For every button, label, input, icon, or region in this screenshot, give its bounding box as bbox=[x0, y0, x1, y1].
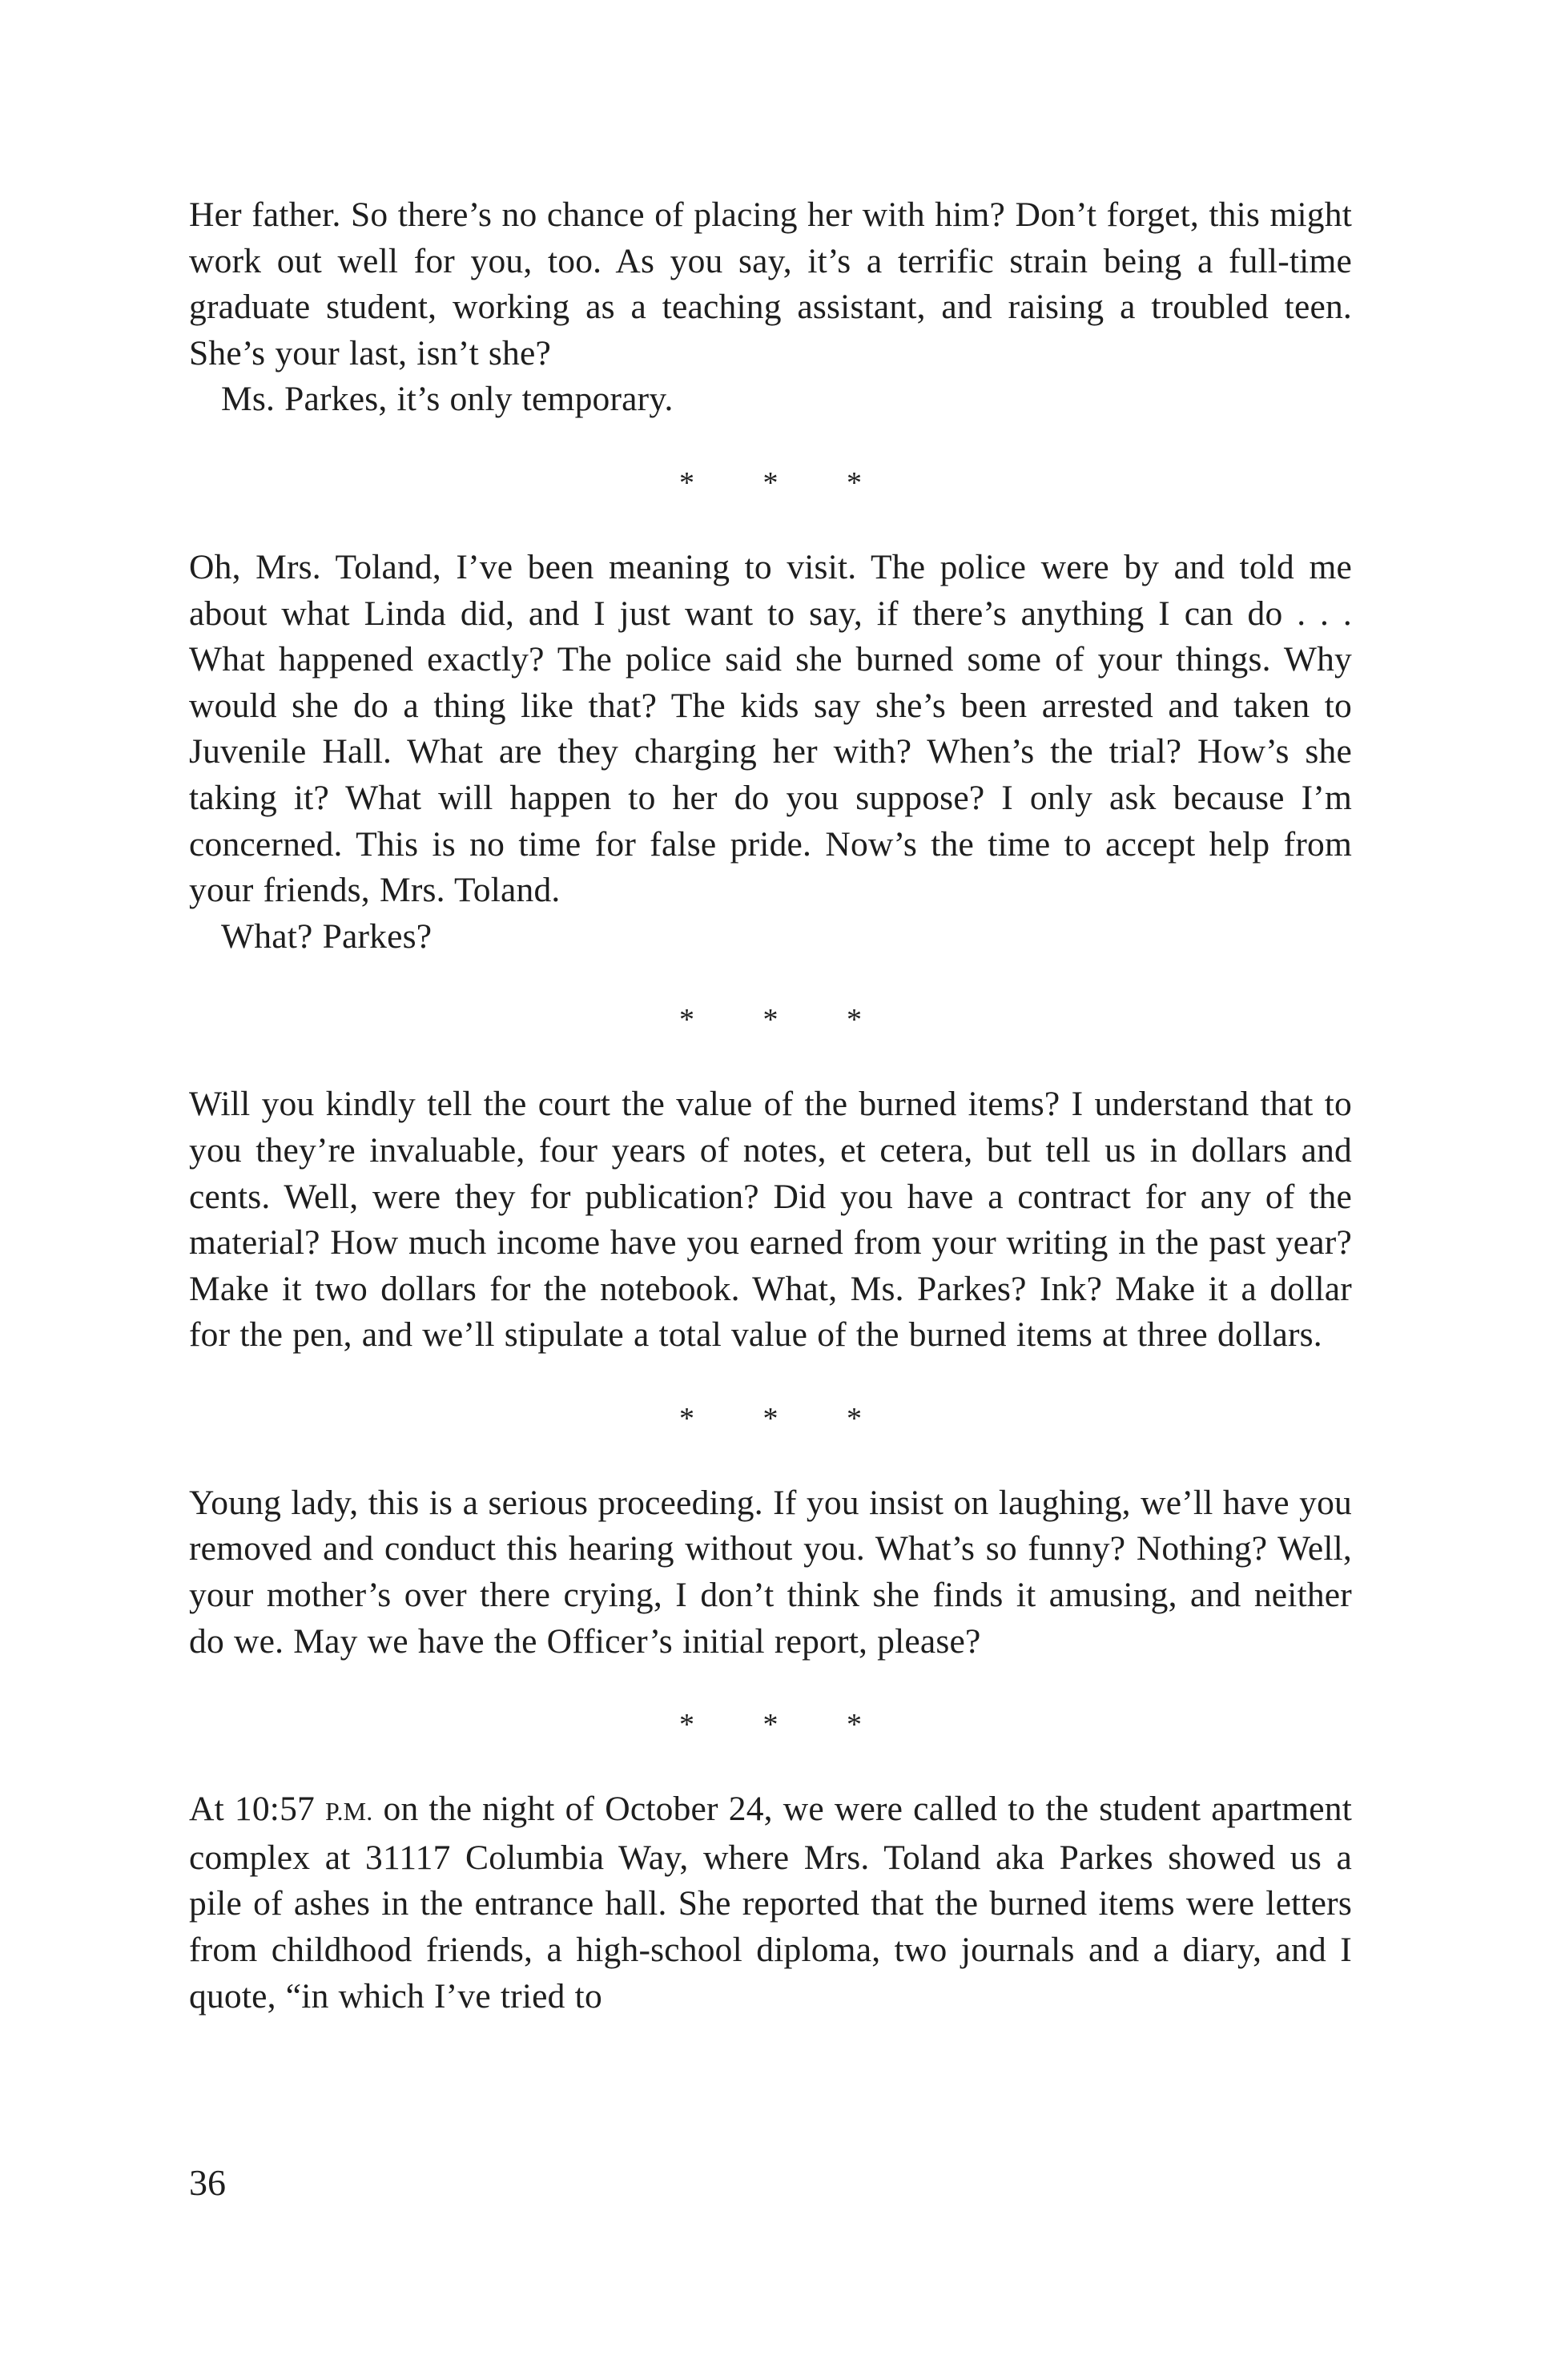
paragraph-judge: Young lady, this is a serious proceeding. If you insist on laughing, we’ll have you removed and conduct this hearing without you. What’s so funny? Nothing? Well, your mother’s over there crying, I don’t think she finds it amusing, and neither do we. May we have the Officer’s initial report, please? bbox=[189, 1483, 1352, 1661]
page-number: 36 bbox=[189, 2162, 226, 2203]
paragraph-reply-what-parkes: What? Parkes? bbox=[221, 916, 433, 956]
time-suffix: P.M. bbox=[325, 1797, 373, 1826]
paragraph-neighbor: Oh, Mrs. Toland, I’ve been meaning to visit. The police were by and told me about what Linda did, and I just want to say, if there’s anything I can do . . . What happened exactly? The police said she burned some of your things. Why would she do a thing like that? The kids say she’s been arrested and taken to Juvenile Hall. What are they charging her with? When’s the trial? How’s she taking it? What will happen to her do you suppose? I only ask because I’m concerned. This is no time for false pride. Now’s the time to accept help from your friends, Mrs. Toland. bbox=[189, 547, 1352, 910]
paragraph-court-value: Will you kindly tell the court the value of the burned items? I understand that to you they’re invaluable, four years of notes, et cetera, but tell us in dollars and cents. Well, were they for publication? Did you have a contract for any of the material? How much income have you earned from your writing in the past year? Make it two dollars for the notebook. What, Ms. Parkes? Ink? Make it a dollar for the pen, and we’ll stipulate a total value of the burned items at three dollars. bbox=[189, 1085, 1352, 1355]
paragraph-caseworker: Her father. So there’s no chance of placing her with him? Don’t forget, this might work out well for you, too. As you say, it’s a terrific strain being a full-time graduate student, working as a teaching assistant, and raising a troubled teen. She’s your last, isn’t she? bbox=[189, 195, 1352, 373]
report-text-start: At 10:57 bbox=[189, 1790, 325, 1829]
section-break: * * * bbox=[679, 1708, 892, 1742]
report-text-rest: on the night of October 24, we were called to the student apartment complex at 31117 Columbia Way, where Mrs. Toland aka Parkes showed us a pile of ashes in the entrance hall. She reported that the burned items were letters from childhood friends, a high-school diploma, two journals and a diary, and I quote, “in which I’ve tried to bbox=[189, 1790, 1352, 2016]
section-break: * * * bbox=[679, 1401, 892, 1436]
paragraph-officer-report bbox=[189, 1786, 1352, 2020]
body-text bbox=[189, 192, 1352, 2020]
paragraph-reply-parkes: Ms. Parkes, it’s only temporary. bbox=[221, 380, 674, 419]
section-break: * * * bbox=[679, 465, 892, 500]
section-break: * * * bbox=[679, 1003, 892, 1037]
